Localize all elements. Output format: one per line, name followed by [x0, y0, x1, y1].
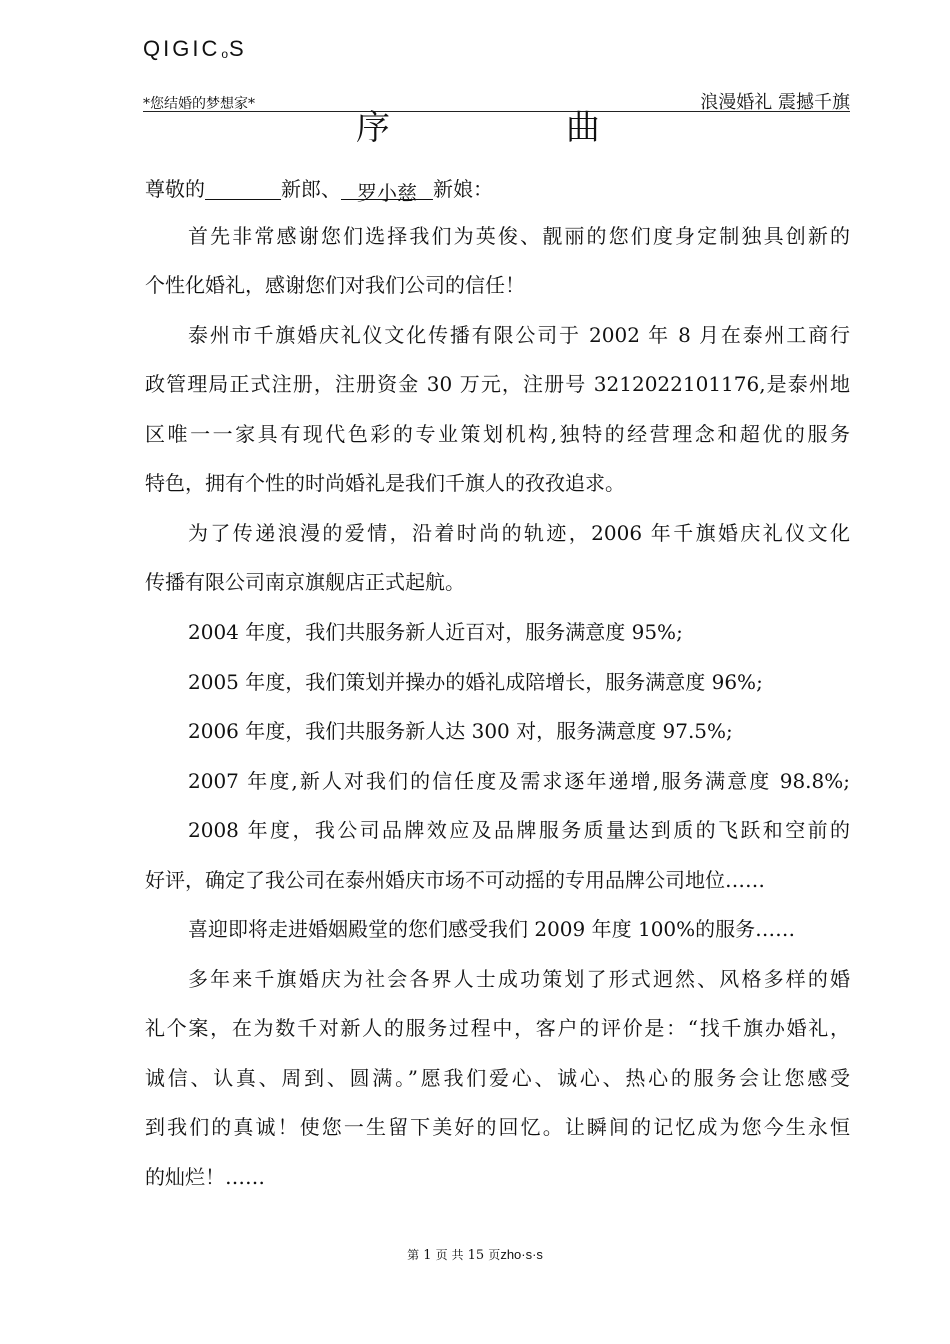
logo-text-small: o	[221, 47, 229, 61]
bride-name: 罗小慈	[341, 177, 433, 200]
footer-page-number: 1	[423, 1248, 432, 1263]
body-line: 传播有限公司南京旗舰店正式起航。	[145, 570, 465, 594]
body-line: 到我们的真诚！使您一生留下美好的回忆。让瞬间的记忆成为您今生永恒	[145, 1115, 850, 1139]
header-tagline-right: 浪漫婚礼 震撼千旗	[700, 92, 850, 113]
body-line: 2005 年度，我们策划并操办的婚礼成陪增长，服务满意度 96%;	[188, 670, 763, 694]
body-line: 政管理局正式注册，注册资金 30 万元，注册号 3212022101176,是泰州地	[145, 372, 850, 396]
footer-page-total: 15	[467, 1248, 485, 1263]
body-line: 好评，确定了我公司在泰州婚庆市场不可动摇的专用品牌公司地位……	[145, 868, 765, 892]
footer-label-2: 页 共	[435, 1248, 464, 1262]
body-line: 首先非常感谢您们选择我们为英俊、靓丽的您们度身定制独具创新的	[188, 224, 850, 248]
body-line: 2008 年度，我公司品牌效应及品牌服务质量达到质的飞跃和空前的	[188, 818, 850, 842]
groom-name-blank	[205, 177, 281, 200]
body-line: 多年来千旗婚庆为社会各界人士成功策划了形式迥然、风格多样的婚	[188, 967, 850, 991]
footer-label-1: 第	[407, 1248, 420, 1262]
body-line: 区唯一一家具有现代色彩的专业策划机构,独特的经营理念和超优的服务	[145, 422, 850, 446]
bride-label: 新娘：	[433, 177, 493, 201]
body-line: 泰州市千旗婚庆礼仪文化传播有限公司于 2002 年 8 月在泰州工商行	[188, 323, 850, 347]
body-line: 2007 年度,新人对我们的信任度及需求逐年递增,服务满意度 98.8%;	[188, 769, 850, 793]
body-line: 特色，拥有个性的时尚婚礼是我们千旗人的孜孜追求。	[145, 471, 625, 495]
company-logo	[143, 36, 247, 62]
body-line: 的灿烂！……	[145, 1165, 265, 1189]
groom-label: 新郎、	[281, 177, 341, 201]
logo-text-main: QIGIC	[143, 36, 221, 61]
page-title-char-1: 序	[356, 108, 390, 148]
page-footer	[0, 1246, 950, 1263]
body-line: 2006 年度，我们共服务新人达 300 对，服务满意度 97.5%;	[188, 719, 733, 743]
salutation-prefix: 尊敬的	[145, 177, 205, 201]
body-line: 为了传递浪漫的爱情，沿着时尚的轨迹，2006 年千旗婚庆礼仪文化	[188, 521, 850, 545]
body-line: 2004 年度，我们共服务新人近百对，服务满意度 95%;	[188, 620, 683, 644]
body-line: 诚信、认真、周到、圆满。”愿我们爱心、诚心、热心的服务会让您感受	[145, 1066, 850, 1090]
body-line: 礼个案，在为数千对新人的服务过程中，客户的评价是：“找千旗办婚礼，	[145, 1016, 850, 1040]
header-divider	[143, 111, 850, 112]
salutation	[145, 173, 493, 205]
page-title-char-2: 曲	[566, 108, 600, 148]
footer-label-3: 页	[488, 1248, 501, 1262]
body-line: 个性化婚礼，感谢您们对我们公司的信任！	[145, 273, 525, 297]
logo-text-tail: S	[229, 36, 247, 61]
body-line: 喜迎即将走进婚姻殿堂的您们感受我们 2009 年度 100%的服务……	[188, 917, 796, 941]
footer-trailing-text: zho·s·s	[500, 1247, 543, 1262]
header-tagline-left: *您结婚的梦想家*	[143, 96, 255, 112]
